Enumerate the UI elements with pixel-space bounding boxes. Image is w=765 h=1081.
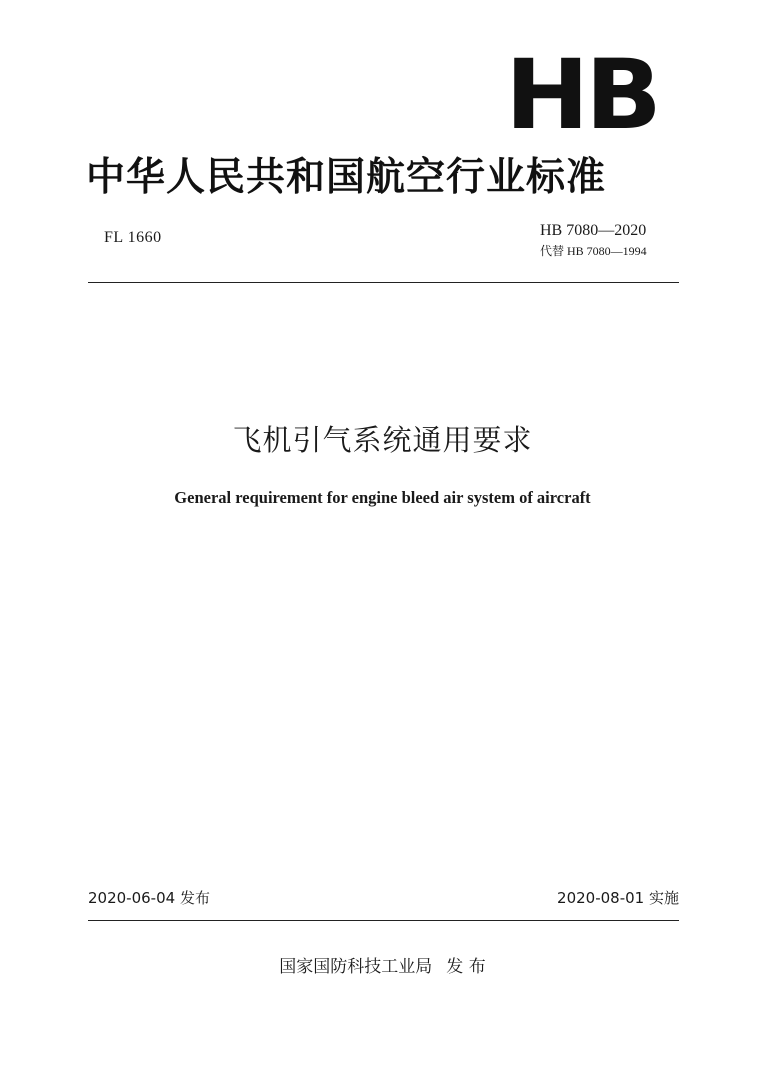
organization-title: 中华人民共和国航空行业标准 [86,155,607,200]
publish-word: 发 布 [446,957,486,977]
issue-date: 2020-06-04 发布 [88,889,210,907]
publisher-name: 国家国防科技工业局 [279,957,433,977]
standard-number: HB 7080—2020 [540,222,647,239]
effective-date: 2020-08-01 实施 [557,889,679,907]
document-title-cn: 飞机引气系统通用要求 [232,423,533,457]
hb-logo: HB [505,39,658,151]
document-title-en: General requirement for engine bleed air system of aircraft [174,488,591,507]
replaces-standard: 代替 HB 7080—1994 [540,244,647,258]
footer-divider [88,920,679,921]
publisher-line [0,955,765,979]
classification-code: FL 1660 [104,229,162,246]
header-divider [88,282,679,283]
